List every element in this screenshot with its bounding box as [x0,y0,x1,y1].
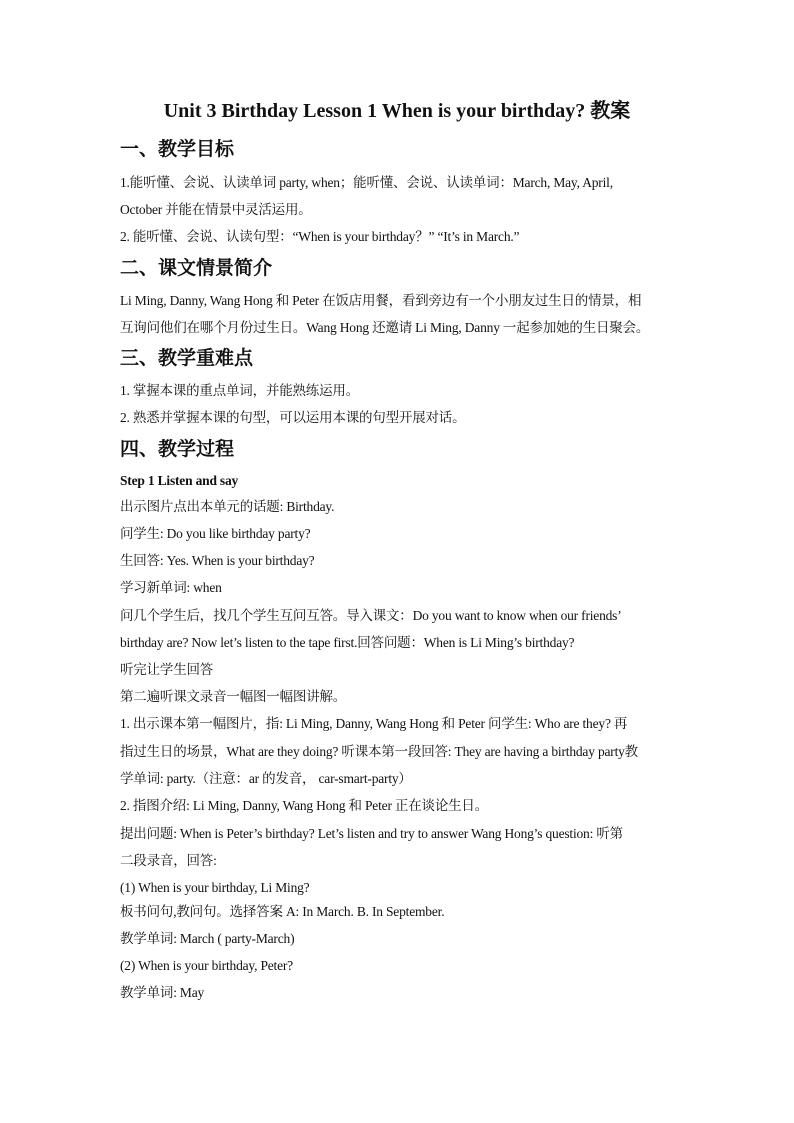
paragraph-line: 学习新单词: when [120,580,222,595]
section-heading-key-points: 三、教学重难点 [120,347,254,369]
paragraph-line: 指过生日的场景，What are they doing? 听课本第一段回答: They are having a birthday party教 [120,744,638,759]
paragraph-line: 问学生: Do you like birthday party? [120,526,311,541]
paragraph-line: October 并能在情景中灵活运用。 [120,202,312,217]
section-heading-text-context: 二、课文情景简介 [120,257,273,279]
paragraph-line: birthday are? Now let’s listen to the tape first.回答问题：When is Li Ming’s birthday? [120,635,575,650]
paragraph-line: 生回答: Yes. When is your birthday? [120,553,315,568]
paragraph-line: 互询问他们在哪个月份过生日。Wang Hong 还邀请 Li Ming, Danny 一起参加她的生日聚会。 [120,320,650,335]
paragraph-line: (2) When is your birthday, Peter? [120,958,293,973]
step-heading: Step 1 Listen and say [120,473,239,488]
paragraph-line: 1. 出示课本第一幅图片，指: Li Ming, Danny, Wang Hong 和 Peter 问学生: Who are they? 再 [120,716,628,731]
paragraph-line: Li Ming, Danny, Wang Hong 和 Peter 在饭店用餐，看到旁边有一个小朋友过生日的情景，相 [120,293,642,308]
paragraph-line: 问几个学生后，找几个学生互问互答。导入课文：Do you want to know when our friends’ [120,608,622,623]
document-title: Unit 3 Birthday Lesson 1 When is your birthday? 教案 [163,100,631,122]
paragraph-line: (1) When is your birthday, Li Ming? [120,880,310,895]
paragraph-line: 板书问句,教问句。选择答案 A: In March. B. In September. [120,904,445,919]
paragraph-line: 提出问题: When is Peter’s birthday? Let’s listen and try to answer Wang Hong’s question: 听第 [120,826,623,841]
section-heading-teaching-process: 四、教学过程 [120,438,235,460]
paragraph-line: 学单词: party.（注意：ar 的发音， car-smart-party） [120,771,412,786]
paragraph-line: 教学单词: May [120,985,205,1000]
paragraph-line: 听完让学生回答 [120,662,214,677]
paragraph-line: 1. 掌握本课的重点单词，并能熟练运用。 [120,383,359,398]
paragraph-line: 教学单词: March ( party-March) [120,931,295,946]
paragraph-line: 2. 指图介绍: Li Ming, Danny, Wang Hong 和 Peter 正在谈论生日。 [120,798,489,813]
section-heading-teaching-objectives: 一、教学目标 [120,138,235,160]
paragraph-line: 出示图片点出本单元的话题: Birthday. [120,499,335,514]
paragraph-line: 2. 熟悉并掌握本课的句型，可以运用本课的句型开展对话。 [120,410,466,425]
paragraph-line: 1.能听懂、会说、认读单词 party, when；能听懂、会说、认读单词：March, May, April, [120,175,613,190]
paragraph-line: 2. 能听懂、会说、认读句型：“When is your birthday？” “It’s in March.” [120,229,520,244]
paragraph-line: 第二遍听课文录音一幅图一幅图讲解。 [120,689,347,704]
paragraph-line: 二段录音，回答: [120,853,217,868]
